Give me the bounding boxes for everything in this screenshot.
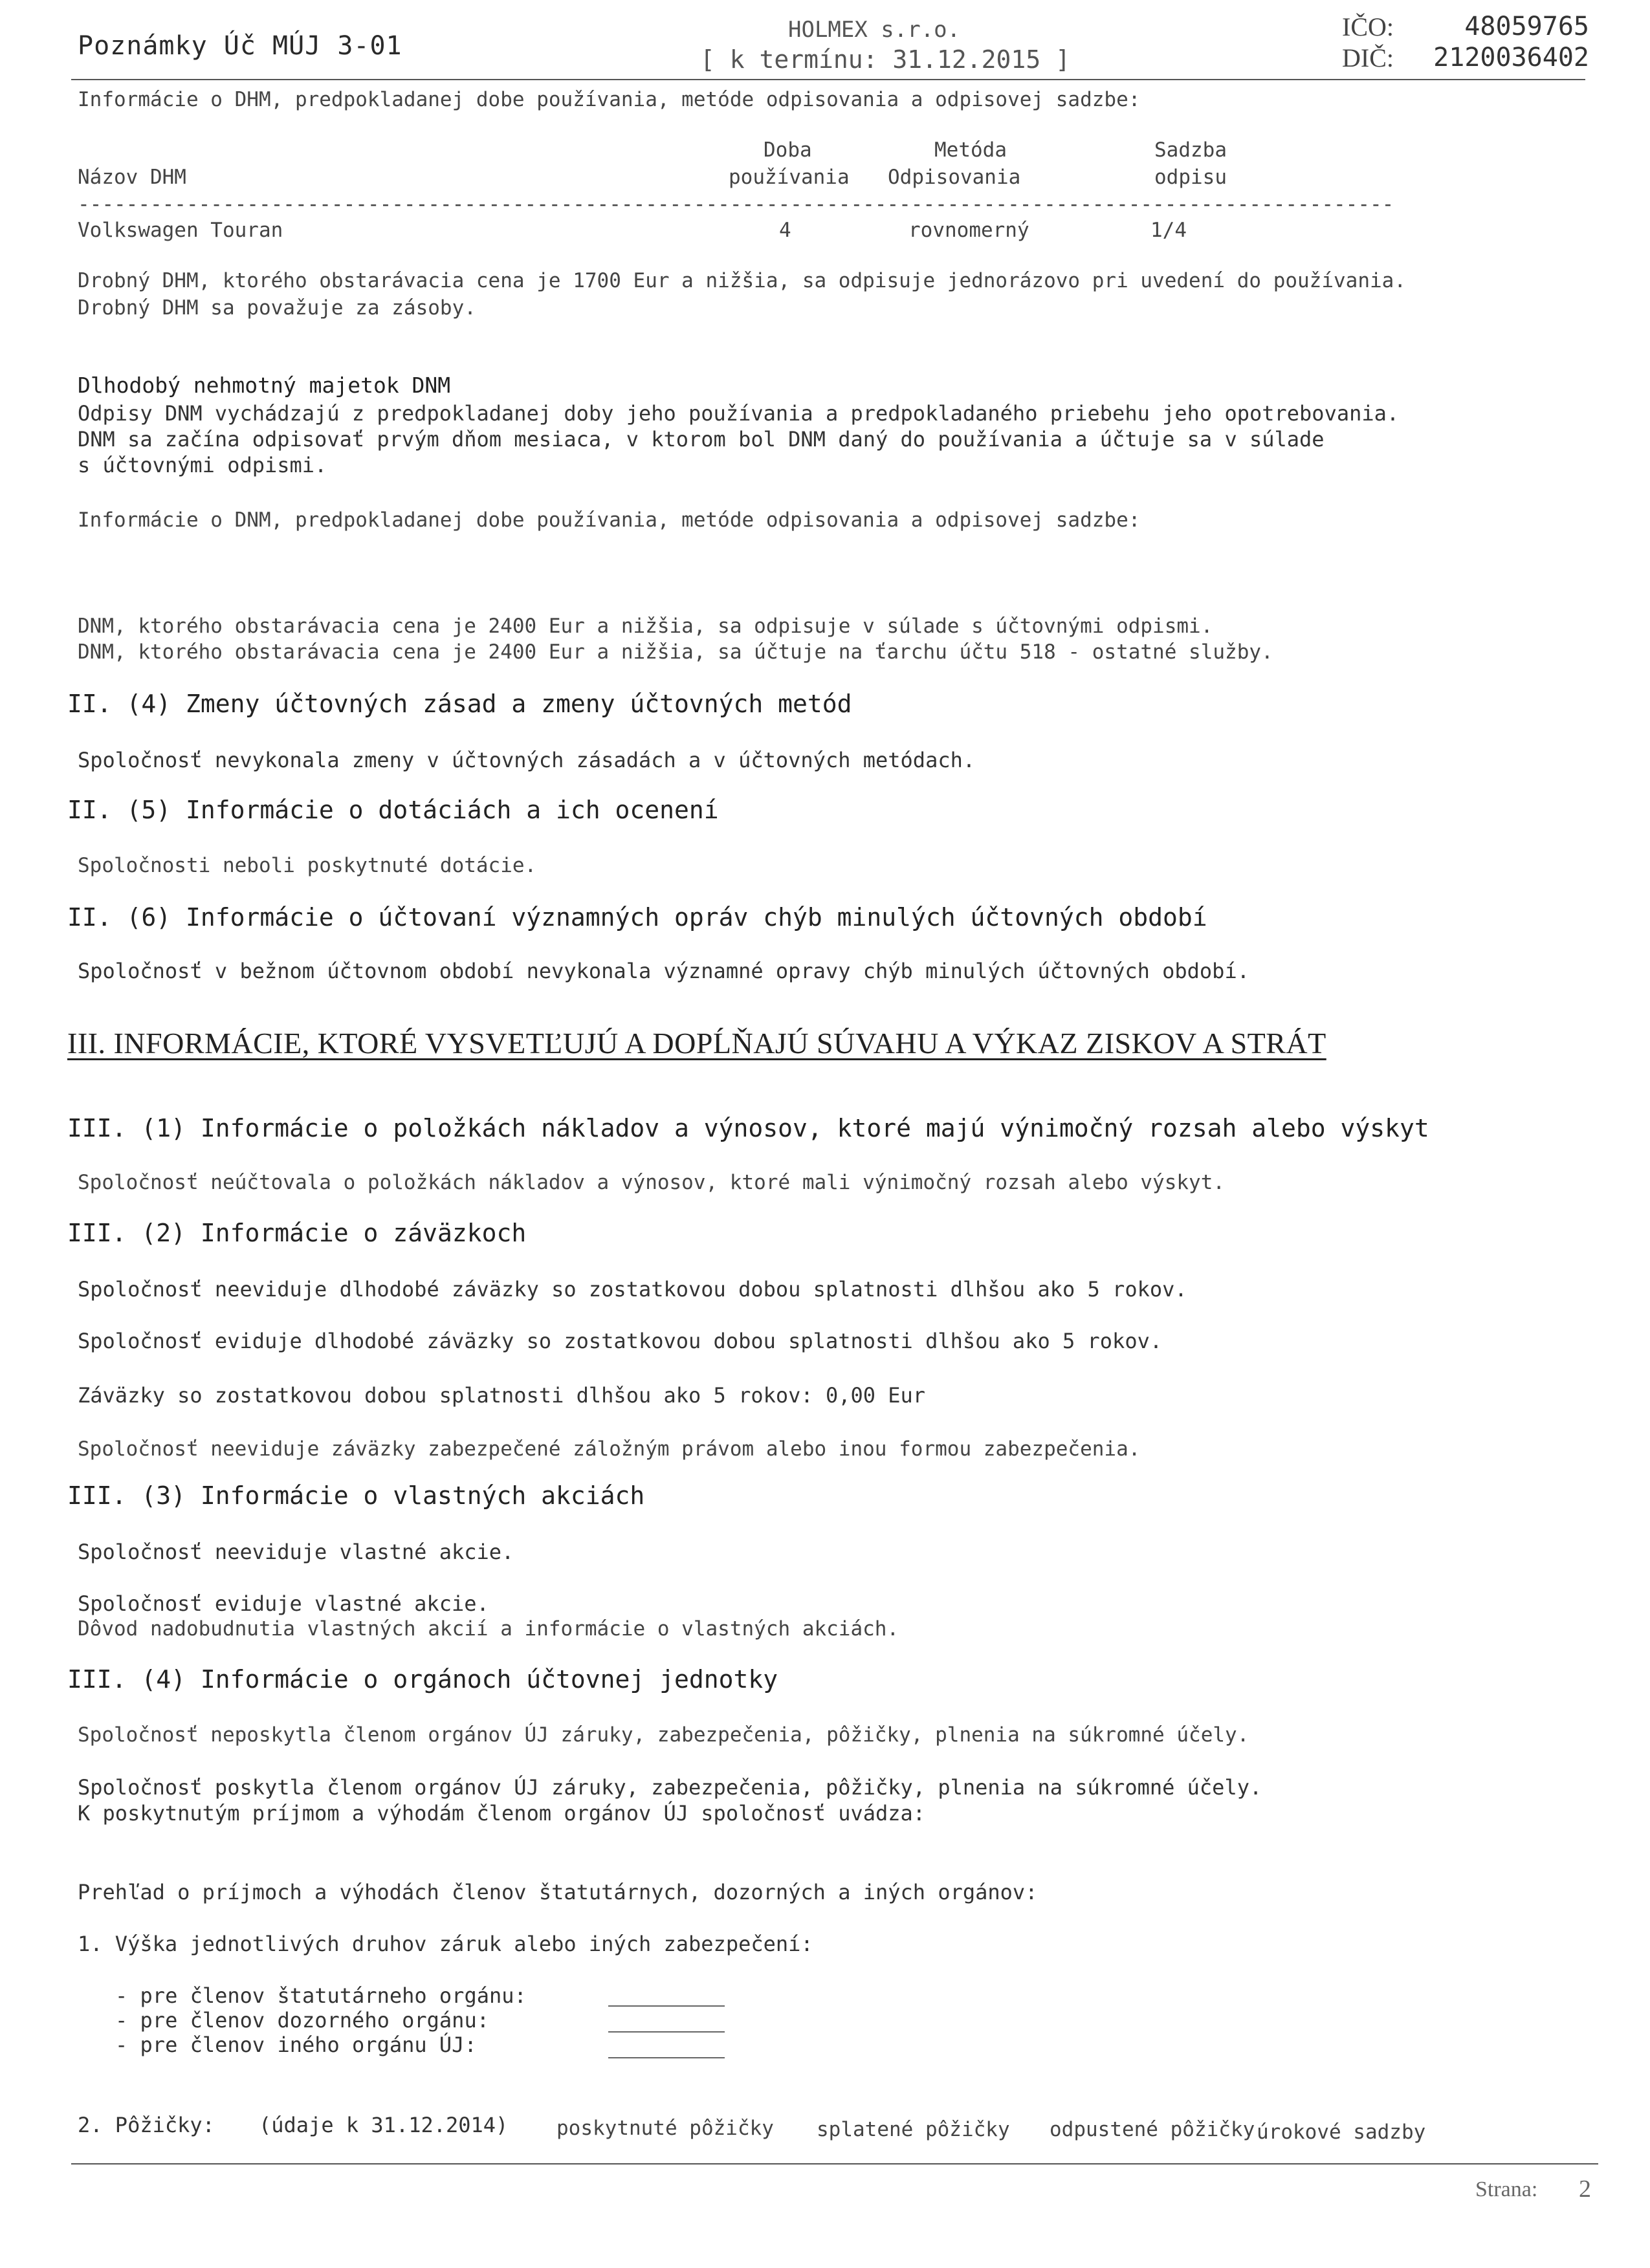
footer-rule bbox=[71, 2163, 1598, 2164]
section-2-5-text: Spoločnosti neboli poskytnuté dotácie. bbox=[78, 854, 537, 877]
col-doba-1: Doba bbox=[764, 138, 812, 162]
section-2-6-title: II. (6) Informácie o účtovaní významných opráv chýb minulých účtovných období bbox=[67, 903, 1207, 932]
term-date: [ k termínu: 31.12.2015 ] bbox=[700, 45, 1070, 74]
table-row-sadzba: 1/4 bbox=[1150, 219, 1187, 242]
section-3-2-text-1: Spoločnosť neeviduje dlhodobé záväzky so zostatkovou dobou splatnosti dlhšou ako 5 rokov. bbox=[78, 1277, 1187, 1302]
section-3-1-title: III. (1) Informácie o položkách nákladov a výnosov, ktoré majú výnimočný rozsah alebo výskyt bbox=[67, 1114, 1429, 1142]
table-row-metoda: rovnomerný bbox=[908, 219, 1029, 242]
ico-label: IČO: bbox=[1342, 12, 1394, 41]
sub-item-other: - pre členov iného orgánu ÚJ: bbox=[115, 2033, 477, 2057]
loans-col-provided: poskytnuté pôžičky bbox=[556, 2117, 774, 2140]
section-2-4-text: Spoločnosť nevykonala zmeny v účtovných zásadách a v účtovných metódach. bbox=[78, 748, 976, 772]
section-3-4-title: III. (4) Informácie o orgánoch účtovnej jednotky bbox=[67, 1665, 778, 1694]
section-3-4-text-3: K poskytnutým príjmom a výhodám členom orgánov ÚJ spoločnosť uvádza: bbox=[78, 1801, 926, 1826]
dnm-line-3: s účtovnými odpismi. bbox=[78, 453, 327, 477]
section-3-4-text-1: Spoločnosť neposkytla členom orgánov ÚJ záruky, zabezpečenia, pôžičky, plnenia na súkromné účely. bbox=[78, 1723, 1249, 1747]
dnm-note-2: DNM, ktorého obstarávacia cena je 2400 Eur a nižšia, sa účtuje na ťarchu účtu 518 - ostatné služby. bbox=[78, 640, 1273, 664]
page-number: 2 bbox=[1579, 2175, 1591, 2203]
loans-col-repaid: splatené pôžičky bbox=[817, 2118, 1010, 2141]
loans-label: 2. Pôžičky: bbox=[78, 2113, 215, 2137]
blank-line-supervisory bbox=[608, 2031, 725, 2033]
col-sadzba-2: odpisu bbox=[1154, 166, 1227, 189]
col-doba-2: používania bbox=[729, 166, 850, 189]
section-3-2-title: III. (2) Informácie o záväzkoch bbox=[67, 1219, 527, 1247]
dnm-intro: Informácie o DNM, predpokladanej dobe používania, metóde odpisovania a odpisovej sadzbe: bbox=[78, 508, 1141, 532]
section-2-5-title: II. (5) Informácie o dotáciách a ich ocenení bbox=[67, 796, 719, 824]
section-3-3-text-3: Dôvod nadobudnutia vlastných akcií a informácie o vlastných akciách. bbox=[78, 1617, 899, 1641]
header-rule bbox=[71, 79, 1585, 80]
blank-line-other bbox=[608, 2057, 725, 2058]
col-sadzba-1: Sadzba bbox=[1154, 138, 1227, 162]
company-name: HOLMEX s.r.o. bbox=[788, 17, 961, 43]
dhm-note-1: Drobný DHM, ktorého obstarávacia cena je 1700 Eur a nižšia, sa odpisuje jednorázovo pri uvedení do používania. bbox=[78, 269, 1406, 292]
dnm-note-1: DNM, ktorého obstarávacia cena je 2400 Eur a nižšia, sa odpisuje v súlade s účtovnými odpismi. bbox=[78, 615, 1213, 638]
sub-item-statutory: - pre členov štatutárneho orgánu: bbox=[115, 1983, 527, 2008]
section-3-2-text-2: Spoločnosť eviduje dlhodobé záväzky so zostatkovou dobou splatnosti dlhšou ako 5 rokov. bbox=[78, 1329, 1163, 1353]
section-3-3-text-2: Spoločnosť eviduje vlastné akcie. bbox=[78, 1591, 489, 1616]
loans-col-forgiven: odpustené pôžičky bbox=[1050, 2118, 1255, 2141]
dnm-line-1: Odpisy DNM vychádzajú z predpokladanej doby jeho používania a predpokladaného priebehu jeho opotrebovania. bbox=[78, 401, 1400, 426]
section-3-1-text: Spoločnosť neúčtovala o položkách nákladov a výnosov, ktoré mali výnimočný rozsah alebo výskyt. bbox=[78, 1171, 1226, 1194]
table-row-doba: 4 bbox=[779, 219, 791, 242]
dic-value: 2120036402 bbox=[1433, 43, 1589, 72]
document-title: Poznámky Úč MÚJ 3-01 bbox=[78, 31, 402, 61]
dnm-line-2: DNM sa začína odpisovať prvým dňom mesiaca, v ktorom bol DNM daný do používania a účtuje sa v súlade bbox=[78, 427, 1325, 452]
dic-label: DIČ: bbox=[1342, 43, 1394, 72]
section-3-4-item-1: 1. Výška jednotlivých druhov záruk alebo iných zabezpečení: bbox=[78, 1932, 813, 1956]
table-separator: ------------------------------------------------------------------------------------------------------------- bbox=[78, 193, 1394, 216]
section-3-2-text-3: Záväzky so zostatkovou dobou splatnosti dlhšou ako 5 rokov: 0,00 Eur bbox=[78, 1383, 926, 1408]
section-3-4-text-2: Spoločnosť poskytla členom orgánov ÚJ záruky, zabezpečenia, pôžičky, plnenia na súkromné účely. bbox=[78, 1775, 1262, 1800]
section-2-6-text: Spoločnosť v bežnom účtovnom období nevykonala významné opravy chýb minulých účtovných období. bbox=[78, 959, 1249, 983]
section-2-4-title: II. (4) Zmeny účtovných zásad a zmeny účtovných metód bbox=[67, 690, 852, 718]
page-label: Strana: bbox=[1475, 2177, 1538, 2201]
dhm-note-2: Drobný DHM sa považuje za zásoby. bbox=[78, 296, 476, 320]
section-3-3-text-1: Spoločnosť neeviduje vlastné akcie. bbox=[78, 1540, 514, 1564]
col-name: Názov DHM bbox=[78, 166, 186, 189]
section-3-heading: III. INFORMÁCIE, KTORÉ VYSVETĽUJÚ A DOPĹŇAJÚ SÚVAHU A VÝKAZ ZISKOV A STRÁT bbox=[67, 1027, 1326, 1060]
loans-col-interest: úrokové sadzby bbox=[1257, 2121, 1426, 2144]
loans-date: (údaje k 31.12.2014) bbox=[259, 2113, 509, 2137]
col-metoda-1: Metóda bbox=[934, 138, 1007, 162]
section-3-2-text-4: Spoločnosť neeviduje záväzky zabezpečené záložným právom alebo inou formou zabezpečenia. bbox=[78, 1437, 1141, 1461]
dhm-intro: Informácie o DHM, predpokladanej dobe používania, metóde odpisovania a odpisovej sadzbe: bbox=[78, 88, 1141, 111]
dnm-title: Dlhodobý nehmotný majetok DNM bbox=[78, 373, 451, 398]
table-row-name: Volkswagen Touran bbox=[78, 219, 283, 242]
section-3-4-overview: Prehľad o príjmoch a výhodách členov štatutárnych, dozorných a iných orgánov: bbox=[78, 1880, 1038, 1904]
sub-item-supervisory: - pre členov dozorného orgánu: bbox=[115, 2008, 489, 2033]
blank-line-statutory bbox=[608, 2005, 725, 2007]
section-3-3-title: III. (3) Informácie o vlastných akciách bbox=[67, 1481, 645, 1510]
ico-value: 48059765 bbox=[1464, 12, 1589, 41]
col-metoda-2: Odpisovania bbox=[888, 166, 1021, 189]
